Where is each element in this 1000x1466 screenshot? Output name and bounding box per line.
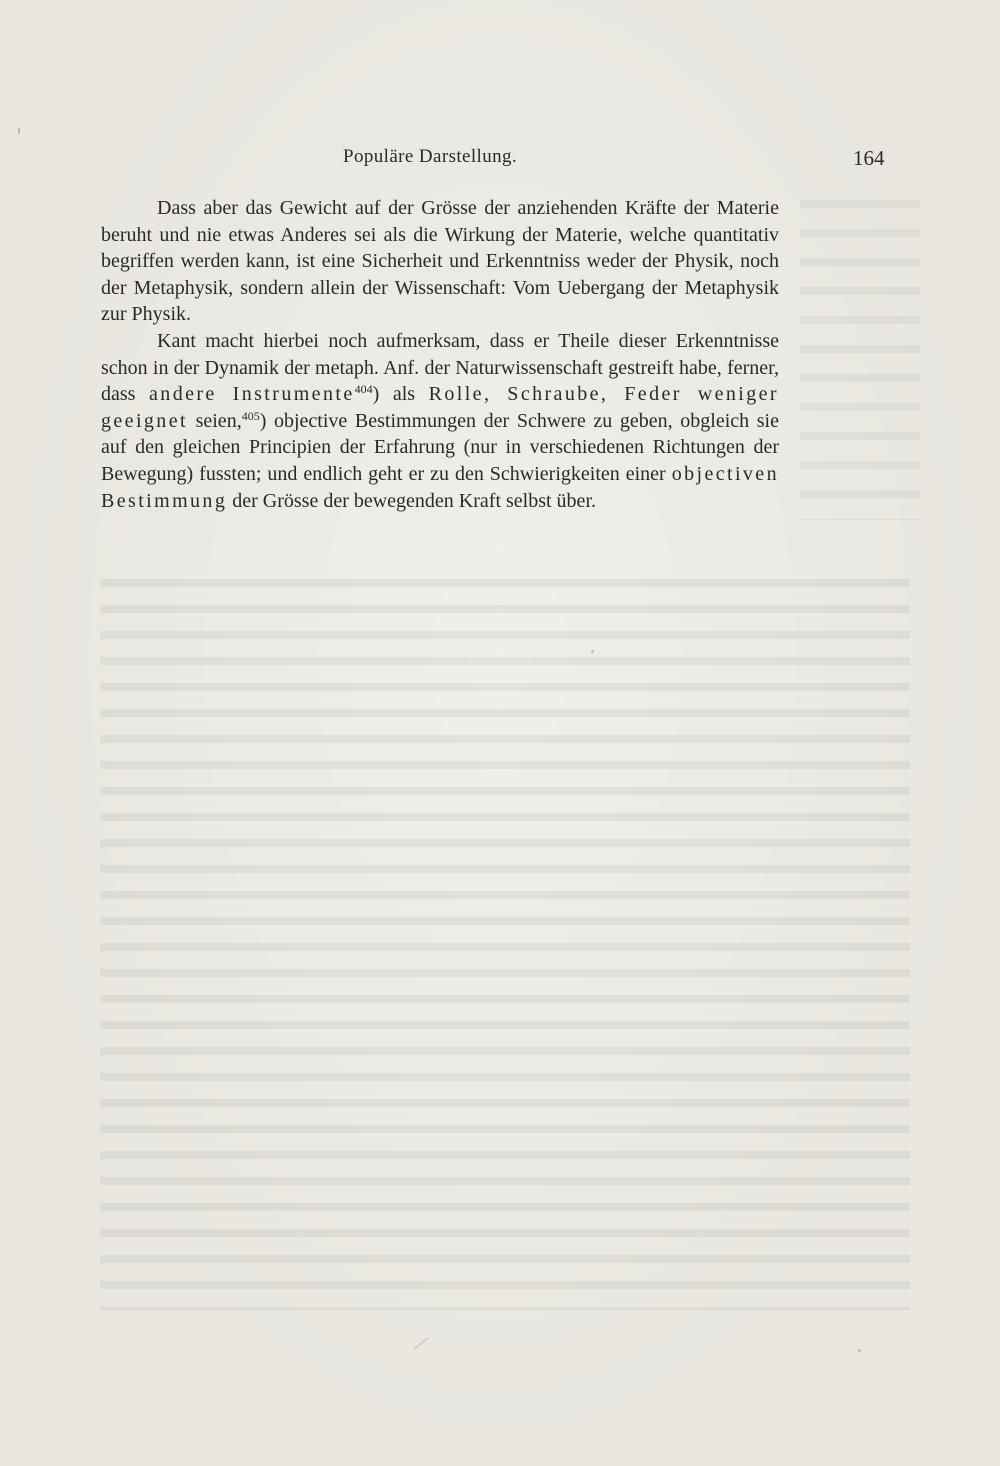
paragraph-1-text: Dass aber das Gewicht auf der Grösse der anziehenden Kräfte der Materie beruht und nie etwas Anderes sei als die Wirkung der Materie, welche quantitativ begriffen werden kann, ist eine Sicherheit und Erkenntniss weder der Physik, noch der Metaphysik, sondern allein der Wissenschaft: Vom Uebergang der Metaphysik zur Physik. [101, 197, 779, 326]
emphasis-andere-instrumente: andere Instrumente [149, 383, 355, 406]
paragraph-2-text-d: ) objective Bestimmungen der Schwere zu geben, obgleich sie auf den gleichen Principien der Erfahrung (nur in verschiedenen Richtungen der Bewegung) fussten; und endlich geht er zu den Schwierigkeiten einer [101, 409, 779, 485]
paragraph-2 [101, 328, 779, 514]
paper-scratch [414, 1337, 428, 1349]
paragraph-1 [101, 195, 779, 328]
paper-speck [858, 1349, 861, 1352]
paragraph-2-text-a: Kant macht hierbei noch aufmerksam, dass er Theile dieser Erkenntnisse schon in der Dynamik der metaph. Anf. der Naturwissenschaft gestreift habe, ferner, dass [101, 329, 779, 406]
footnote-ref-405: 405 [241, 408, 260, 423]
footnote-ref-404: 404 [354, 382, 373, 397]
bleed-through-margin [800, 190, 920, 520]
body-text [101, 195, 779, 514]
paragraph-2-text-c: seien, [187, 409, 242, 432]
paragraph-2-text-b: ) als [372, 383, 429, 406]
running-title: Populäre Darstellung. [343, 146, 518, 167]
page-number: 164 [853, 146, 885, 170]
emphasis-objectiven-bestimmung: objectiven Bestimmung [101, 462, 779, 512]
running-head [0, 146, 1000, 176]
bleed-through-text [100, 570, 910, 1310]
paragraph-2-text-e: der Grösse der bewegenden Kraft selbst über. [227, 489, 596, 512]
paper-speck [591, 650, 594, 653]
paper-speck [18, 128, 20, 134]
emphasis-rolle-schraube-feder: Rolle, Schraube, Feder weniger geeignet [101, 383, 779, 432]
